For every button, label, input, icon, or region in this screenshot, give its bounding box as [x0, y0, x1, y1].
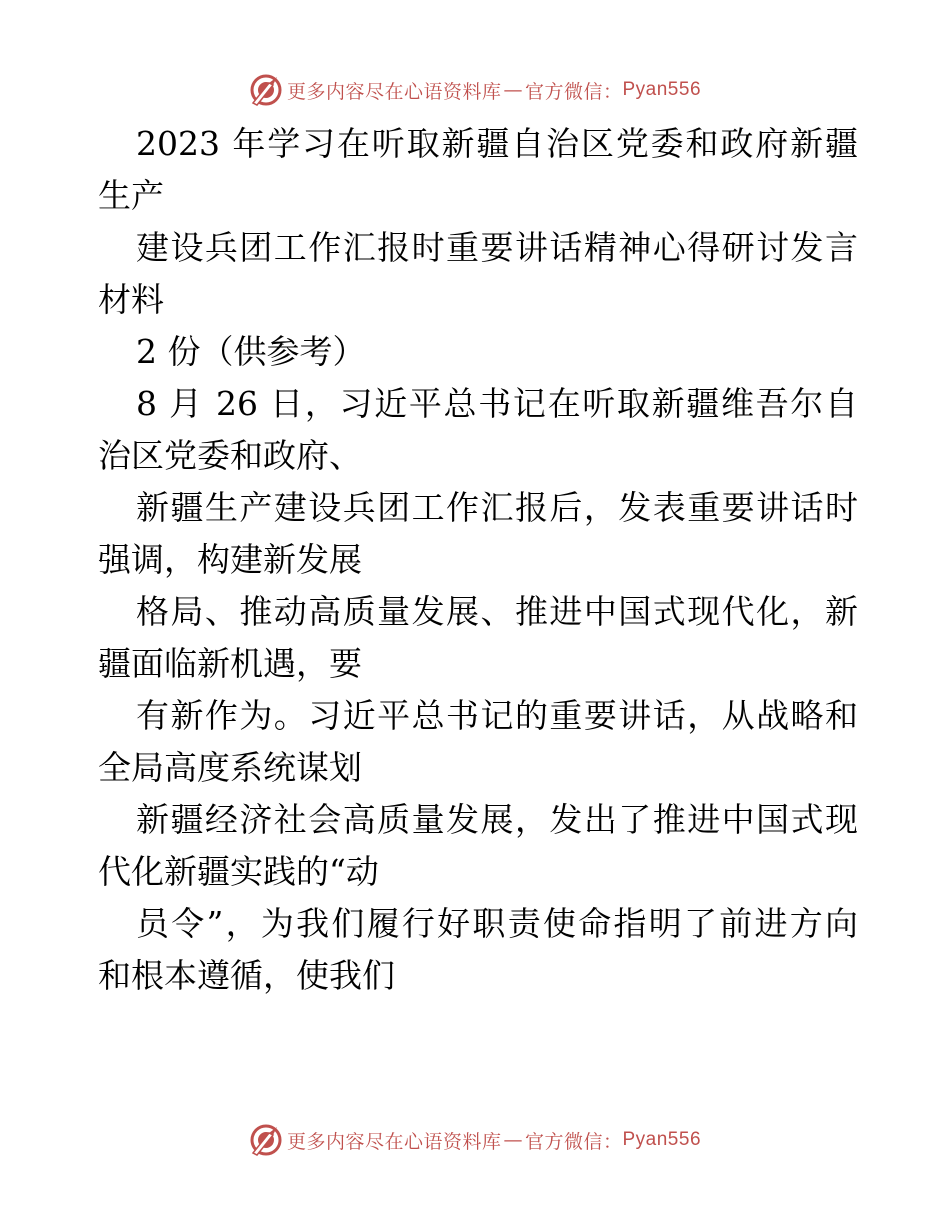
text-line: 治区党委和政府、	[98, 436, 362, 475]
text-line: 全局高度系统谋划	[98, 748, 362, 787]
text-line: 建设兵团工作汇报时重要讲话精神心得研讨发言	[136, 228, 858, 267]
text-line: 2 份（供参考）	[136, 332, 366, 371]
text-line: 疆面临新机遇，要	[98, 644, 362, 683]
banner-main-text: 更多内容尽在心语资料库	[286, 80, 502, 103]
text-line: 有新作为。习近平总书记的重要讲话，从战略和	[136, 696, 858, 735]
text-line: 和根本遵循，使我们	[98, 956, 395, 995]
banner-dash: —	[503, 79, 523, 101]
text-line: 2023 年学习在听取新疆自治区党委和政府新疆	[136, 124, 858, 163]
text-line: 格局、推动高质量发展、推进中国式现代化，新	[136, 592, 858, 631]
banner-wechat-id: Pyan556	[622, 79, 702, 100]
text-line: 生产	[98, 176, 164, 215]
text-line: 材料	[98, 280, 164, 319]
document-body	[98, 118, 858, 1002]
quill-pen-logo	[249, 1123, 283, 1157]
banner-wechat-id: Pyan556	[622, 1129, 702, 1150]
text-line: 员令”，为我们履行好职责使命指明了前进方向	[136, 904, 858, 943]
banner-wechat-label: 官方微信：	[524, 80, 623, 103]
footer-banner	[0, 1118, 950, 1162]
quill-pen-logo	[249, 73, 283, 107]
text-line: 8 月 26 日，习近平总书记在听取新疆维吾尔自	[136, 384, 858, 423]
text-line: 强调，构建新发展	[98, 540, 362, 579]
banner-wechat-label: 官方微信：	[524, 1130, 623, 1153]
banner-dash: —	[503, 1129, 523, 1151]
header-banner	[0, 68, 950, 112]
text-line: 新疆生产建设兵团工作汇报后，发表重要讲话时	[136, 488, 858, 527]
text-line: 新疆经济社会高质量发展，发出了推进中国式现	[136, 800, 858, 839]
text-line: 代化新疆实践的“动	[98, 852, 379, 891]
banner-main-text: 更多内容尽在心语资料库	[286, 1130, 502, 1153]
